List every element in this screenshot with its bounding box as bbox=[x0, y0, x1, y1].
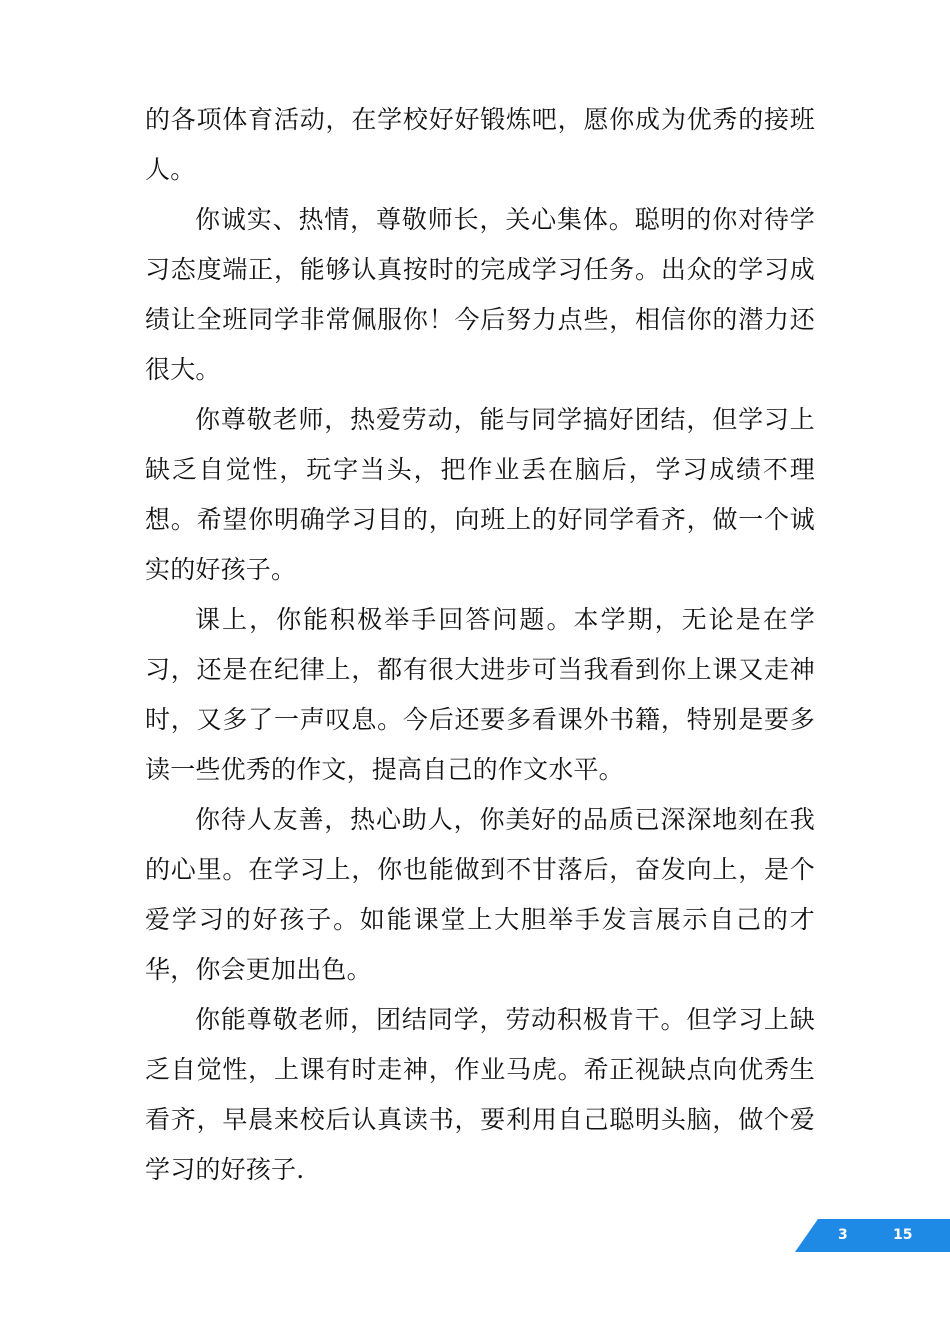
paragraph: 你能尊敬老师，团结同学，劳动积极肯干。但学习上缺乏自觉性，上课有时走神，作业马虎。希正视缺点向优秀生看齐，早晨来校后认真读书，要利用自己聪明头脑，做个爱学习的好孩子. bbox=[145, 1005, 815, 1184]
page-number-banner bbox=[795, 1219, 950, 1252]
document-body bbox=[145, 95, 815, 1195]
paragraph: 课上，你能积极举手回答问题。本学期，无论是在学习，还是在纪律上，都有很大进步可当我看到你上课又走神时，又多了一声叹息。今后还要多看课外书籍，特别是要多读一些优秀的作文，提高自己的作文水平。 bbox=[145, 605, 815, 784]
current-page-number: 3 bbox=[838, 1227, 848, 1243]
paragraph: 你尊敬老师，热爱劳动，能与同学搞好团结，但学习上缺乏自觉性，玩字当头，把作业丢在脑后，学习成绩不理想。希望你明确学习目的，向班上的好同学看齐，做一个诚实的好孩子。 bbox=[145, 405, 815, 584]
total-page-count: 15 bbox=[893, 1227, 913, 1243]
paragraph-continued: 的各项体育活动，在学校好好锻炼吧，愿你成为优秀的接班人。 bbox=[145, 105, 815, 184]
paragraph: 你诚实、热情，尊敬师长，关心集体。聪明的你对待学习态度端正，能够认真按时的完成学习任务。出众的学习成绩让全班同学非常佩服你！今后努力点些，相信你的潜力还很大。 bbox=[145, 205, 815, 384]
paragraph: 你待人友善，热心助人，你美好的品质已深深地刻在我的心里。在学习上，你也能做到不甘落后，奋发向上，是个爱学习的好孩子。如能课堂上大胆举手发言展示自己的才华，你会更加出色。 bbox=[145, 805, 815, 984]
